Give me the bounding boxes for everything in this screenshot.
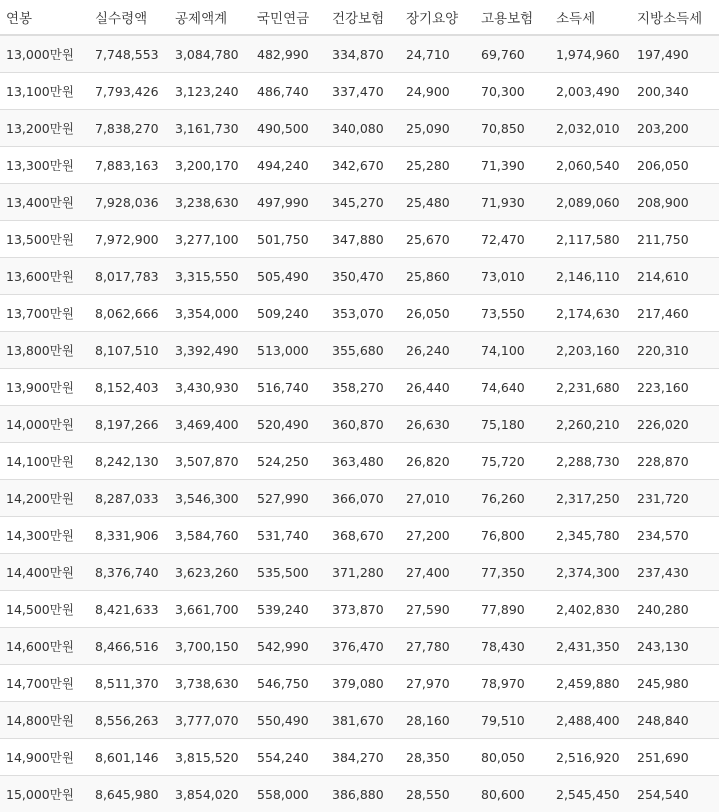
cell-total-deduction: 3,200,170 (169, 147, 251, 184)
cell-local-income-tax: 240,280 (631, 591, 719, 628)
cell-local-income-tax: 251,690 (631, 739, 719, 776)
cell-local-income-tax: 254,540 (631, 776, 719, 812)
cell-income-tax: 2,345,780 (550, 517, 631, 554)
cell-net-pay: 7,883,163 (89, 147, 169, 184)
cell-national-pension: 554,240 (251, 739, 326, 776)
cell-local-income-tax: 245,980 (631, 665, 719, 702)
cell-total-deduction: 3,661,700 (169, 591, 251, 628)
cell-local-income-tax: 208,900 (631, 184, 719, 221)
header-row (0, 0, 719, 35)
cell-total-deduction: 3,238,630 (169, 184, 251, 221)
cell-health-insurance: 340,080 (326, 110, 400, 147)
cell-total-deduction: 3,469,400 (169, 406, 251, 443)
cell-salary: 14,600만원 (0, 628, 89, 665)
table-row (0, 591, 719, 628)
cell-income-tax: 2,174,630 (550, 295, 631, 332)
cell-employment-insurance: 76,260 (475, 480, 550, 517)
cell-total-deduction: 3,815,520 (169, 739, 251, 776)
cell-local-income-tax: 234,570 (631, 517, 719, 554)
table-row (0, 628, 719, 665)
cell-income-tax: 2,203,160 (550, 332, 631, 369)
cell-local-income-tax: 237,430 (631, 554, 719, 591)
cell-income-tax: 2,003,490 (550, 73, 631, 110)
cell-salary: 13,700만원 (0, 295, 89, 332)
cell-salary: 14,000만원 (0, 406, 89, 443)
cell-net-pay: 8,466,516 (89, 628, 169, 665)
cell-salary: 14,300만원 (0, 517, 89, 554)
cell-health-insurance: 373,870 (326, 591, 400, 628)
table-row (0, 35, 719, 73)
cell-health-insurance: 363,480 (326, 443, 400, 480)
cell-salary: 14,100만원 (0, 443, 89, 480)
table-row (0, 184, 719, 221)
cell-national-pension: 497,990 (251, 184, 326, 221)
column-header-salary: 연봉 (0, 0, 89, 35)
cell-national-pension: 558,000 (251, 776, 326, 812)
table-row (0, 443, 719, 480)
cell-national-pension: 490,500 (251, 110, 326, 147)
cell-total-deduction: 3,084,780 (169, 35, 251, 73)
table-row (0, 110, 719, 147)
cell-national-pension: 527,990 (251, 480, 326, 517)
table-row (0, 517, 719, 554)
cell-net-pay: 8,511,370 (89, 665, 169, 702)
cell-total-deduction: 3,546,300 (169, 480, 251, 517)
cell-long-term-care: 27,010 (400, 480, 475, 517)
cell-net-pay: 7,748,553 (89, 35, 169, 73)
cell-salary: 13,400만원 (0, 184, 89, 221)
cell-salary: 13,800만원 (0, 332, 89, 369)
cell-income-tax: 2,117,580 (550, 221, 631, 258)
cell-income-tax: 2,545,450 (550, 776, 631, 812)
cell-salary: 13,300만원 (0, 147, 89, 184)
cell-national-pension: 516,740 (251, 369, 326, 406)
cell-total-deduction: 3,277,100 (169, 221, 251, 258)
table-row (0, 739, 719, 776)
cell-net-pay: 7,793,426 (89, 73, 169, 110)
cell-employment-insurance: 72,470 (475, 221, 550, 258)
table-row (0, 147, 719, 184)
cell-long-term-care: 26,050 (400, 295, 475, 332)
cell-long-term-care: 24,900 (400, 73, 475, 110)
cell-employment-insurance: 71,390 (475, 147, 550, 184)
column-header-net-pay: 실수령액 (89, 0, 169, 35)
cell-total-deduction: 3,315,550 (169, 258, 251, 295)
cell-local-income-tax: 200,340 (631, 73, 719, 110)
column-header-local-income-tax: 지방소득세 (631, 0, 719, 35)
table-header (0, 0, 719, 35)
cell-national-pension: 550,490 (251, 702, 326, 739)
cell-net-pay: 8,062,666 (89, 295, 169, 332)
cell-national-pension: 546,750 (251, 665, 326, 702)
cell-net-pay: 8,107,510 (89, 332, 169, 369)
cell-total-deduction: 3,738,630 (169, 665, 251, 702)
cell-income-tax: 2,260,210 (550, 406, 631, 443)
cell-long-term-care: 25,090 (400, 110, 475, 147)
cell-salary: 14,800만원 (0, 702, 89, 739)
cell-local-income-tax: 214,610 (631, 258, 719, 295)
cell-long-term-care: 26,440 (400, 369, 475, 406)
cell-local-income-tax: 197,490 (631, 35, 719, 73)
cell-total-deduction: 3,430,930 (169, 369, 251, 406)
cell-income-tax: 2,231,680 (550, 369, 631, 406)
table-row (0, 332, 719, 369)
cell-long-term-care: 25,280 (400, 147, 475, 184)
cell-employment-insurance: 73,010 (475, 258, 550, 295)
cell-health-insurance: 360,870 (326, 406, 400, 443)
cell-employment-insurance: 78,970 (475, 665, 550, 702)
table-row (0, 480, 719, 517)
cell-income-tax: 2,032,010 (550, 110, 631, 147)
cell-employment-insurance: 73,550 (475, 295, 550, 332)
cell-long-term-care: 25,860 (400, 258, 475, 295)
table-row (0, 776, 719, 812)
cell-net-pay: 8,017,783 (89, 258, 169, 295)
cell-local-income-tax: 203,200 (631, 110, 719, 147)
cell-national-pension: 542,990 (251, 628, 326, 665)
cell-salary: 13,200만원 (0, 110, 89, 147)
cell-salary: 14,900만원 (0, 739, 89, 776)
table-row (0, 369, 719, 406)
cell-income-tax: 1,974,960 (550, 35, 631, 73)
cell-local-income-tax: 248,840 (631, 702, 719, 739)
cell-income-tax: 2,374,300 (550, 554, 631, 591)
cell-net-pay: 8,376,740 (89, 554, 169, 591)
cell-employment-insurance: 75,720 (475, 443, 550, 480)
column-header-total-deduction: 공제액계 (169, 0, 251, 35)
cell-health-insurance: 368,670 (326, 517, 400, 554)
cell-employment-insurance: 74,100 (475, 332, 550, 369)
cell-health-insurance: 334,870 (326, 35, 400, 73)
cell-health-insurance: 379,080 (326, 665, 400, 702)
cell-local-income-tax: 226,020 (631, 406, 719, 443)
table-row (0, 73, 719, 110)
cell-national-pension: 501,750 (251, 221, 326, 258)
cell-national-pension: 520,490 (251, 406, 326, 443)
cell-local-income-tax: 206,050 (631, 147, 719, 184)
cell-long-term-care: 27,780 (400, 628, 475, 665)
cell-total-deduction: 3,854,020 (169, 776, 251, 812)
cell-income-tax: 2,459,880 (550, 665, 631, 702)
cell-total-deduction: 3,354,000 (169, 295, 251, 332)
cell-long-term-care: 26,820 (400, 443, 475, 480)
cell-salary: 14,200만원 (0, 480, 89, 517)
cell-long-term-care: 28,550 (400, 776, 475, 812)
cell-employment-insurance: 77,890 (475, 591, 550, 628)
cell-net-pay: 7,838,270 (89, 110, 169, 147)
cell-long-term-care: 24,710 (400, 35, 475, 73)
cell-employment-insurance: 69,760 (475, 35, 550, 73)
cell-long-term-care: 27,200 (400, 517, 475, 554)
cell-employment-insurance: 77,350 (475, 554, 550, 591)
cell-employment-insurance: 80,600 (475, 776, 550, 812)
cell-salary: 13,100만원 (0, 73, 89, 110)
cell-long-term-care: 26,630 (400, 406, 475, 443)
cell-net-pay: 8,421,633 (89, 591, 169, 628)
cell-employment-insurance: 78,430 (475, 628, 550, 665)
cell-salary: 13,500만원 (0, 221, 89, 258)
cell-long-term-care: 27,970 (400, 665, 475, 702)
cell-net-pay: 7,972,900 (89, 221, 169, 258)
cell-national-pension: 505,490 (251, 258, 326, 295)
cell-income-tax: 2,488,400 (550, 702, 631, 739)
cell-income-tax: 2,060,540 (550, 147, 631, 184)
cell-local-income-tax: 220,310 (631, 332, 719, 369)
cell-health-insurance: 371,280 (326, 554, 400, 591)
cell-local-income-tax: 231,720 (631, 480, 719, 517)
table-row (0, 295, 719, 332)
cell-salary: 13,000만원 (0, 35, 89, 73)
cell-total-deduction: 3,507,870 (169, 443, 251, 480)
cell-health-insurance: 386,880 (326, 776, 400, 812)
cell-employment-insurance: 76,800 (475, 517, 550, 554)
cell-long-term-care: 28,160 (400, 702, 475, 739)
cell-net-pay: 8,242,130 (89, 443, 169, 480)
cell-net-pay: 7,928,036 (89, 184, 169, 221)
table-row (0, 221, 719, 258)
cell-salary: 14,400만원 (0, 554, 89, 591)
table-row (0, 554, 719, 591)
column-header-national-pension: 국민연금 (251, 0, 326, 35)
cell-national-pension: 539,240 (251, 591, 326, 628)
table-row (0, 406, 719, 443)
cell-total-deduction: 3,161,730 (169, 110, 251, 147)
cell-total-deduction: 3,777,070 (169, 702, 251, 739)
cell-net-pay: 8,287,033 (89, 480, 169, 517)
cell-net-pay: 8,601,146 (89, 739, 169, 776)
table-row (0, 702, 719, 739)
cell-employment-insurance: 74,640 (475, 369, 550, 406)
cell-income-tax: 2,431,350 (550, 628, 631, 665)
cell-local-income-tax: 211,750 (631, 221, 719, 258)
cell-health-insurance: 384,270 (326, 739, 400, 776)
cell-employment-insurance: 70,850 (475, 110, 550, 147)
table-row (0, 665, 719, 702)
cell-national-pension: 535,500 (251, 554, 326, 591)
cell-salary: 13,600만원 (0, 258, 89, 295)
cell-employment-insurance: 70,300 (475, 73, 550, 110)
cell-total-deduction: 3,623,260 (169, 554, 251, 591)
cell-health-insurance: 350,470 (326, 258, 400, 295)
cell-long-term-care: 27,590 (400, 591, 475, 628)
cell-health-insurance: 345,270 (326, 184, 400, 221)
cell-salary: 15,000만원 (0, 776, 89, 812)
cell-income-tax: 2,288,730 (550, 443, 631, 480)
cell-health-insurance: 353,070 (326, 295, 400, 332)
cell-health-insurance: 337,470 (326, 73, 400, 110)
cell-health-insurance: 358,270 (326, 369, 400, 406)
cell-income-tax: 2,317,250 (550, 480, 631, 517)
cell-national-pension: 482,990 (251, 35, 326, 73)
cell-national-pension: 513,000 (251, 332, 326, 369)
column-header-employment-insurance: 고용보험 (475, 0, 550, 35)
cell-total-deduction: 3,123,240 (169, 73, 251, 110)
cell-local-income-tax: 243,130 (631, 628, 719, 665)
cell-long-term-care: 25,480 (400, 184, 475, 221)
cell-health-insurance: 342,670 (326, 147, 400, 184)
cell-total-deduction: 3,584,760 (169, 517, 251, 554)
table-row (0, 258, 719, 295)
cell-national-pension: 494,240 (251, 147, 326, 184)
cell-income-tax: 2,146,110 (550, 258, 631, 295)
column-header-income-tax: 소득세 (550, 0, 631, 35)
cell-employment-insurance: 80,050 (475, 739, 550, 776)
cell-long-term-care: 26,240 (400, 332, 475, 369)
cell-net-pay: 8,331,906 (89, 517, 169, 554)
cell-local-income-tax: 228,870 (631, 443, 719, 480)
cell-net-pay: 8,197,266 (89, 406, 169, 443)
cell-health-insurance: 366,070 (326, 480, 400, 517)
column-header-health-insurance: 건강보험 (326, 0, 400, 35)
cell-national-pension: 486,740 (251, 73, 326, 110)
cell-net-pay: 8,556,263 (89, 702, 169, 739)
cell-national-pension: 509,240 (251, 295, 326, 332)
cell-employment-insurance: 75,180 (475, 406, 550, 443)
cell-long-term-care: 27,400 (400, 554, 475, 591)
cell-health-insurance: 347,880 (326, 221, 400, 258)
cell-salary: 14,500만원 (0, 591, 89, 628)
cell-total-deduction: 3,700,150 (169, 628, 251, 665)
cell-local-income-tax: 217,460 (631, 295, 719, 332)
table-body (0, 35, 719, 812)
cell-employment-insurance: 71,930 (475, 184, 550, 221)
cell-health-insurance: 355,680 (326, 332, 400, 369)
cell-long-term-care: 25,670 (400, 221, 475, 258)
column-header-long-term-care: 장기요양 (400, 0, 475, 35)
cell-total-deduction: 3,392,490 (169, 332, 251, 369)
cell-employment-insurance: 79,510 (475, 702, 550, 739)
cell-national-pension: 531,740 (251, 517, 326, 554)
cell-net-pay: 8,152,403 (89, 369, 169, 406)
cell-long-term-care: 28,350 (400, 739, 475, 776)
cell-salary: 14,700만원 (0, 665, 89, 702)
cell-local-income-tax: 223,160 (631, 369, 719, 406)
cell-income-tax: 2,402,830 (550, 591, 631, 628)
cell-national-pension: 524,250 (251, 443, 326, 480)
cell-income-tax: 2,089,060 (550, 184, 631, 221)
cell-health-insurance: 381,670 (326, 702, 400, 739)
cell-salary: 13,900만원 (0, 369, 89, 406)
cell-net-pay: 8,645,980 (89, 776, 169, 812)
cell-health-insurance: 376,470 (326, 628, 400, 665)
cell-income-tax: 2,516,920 (550, 739, 631, 776)
